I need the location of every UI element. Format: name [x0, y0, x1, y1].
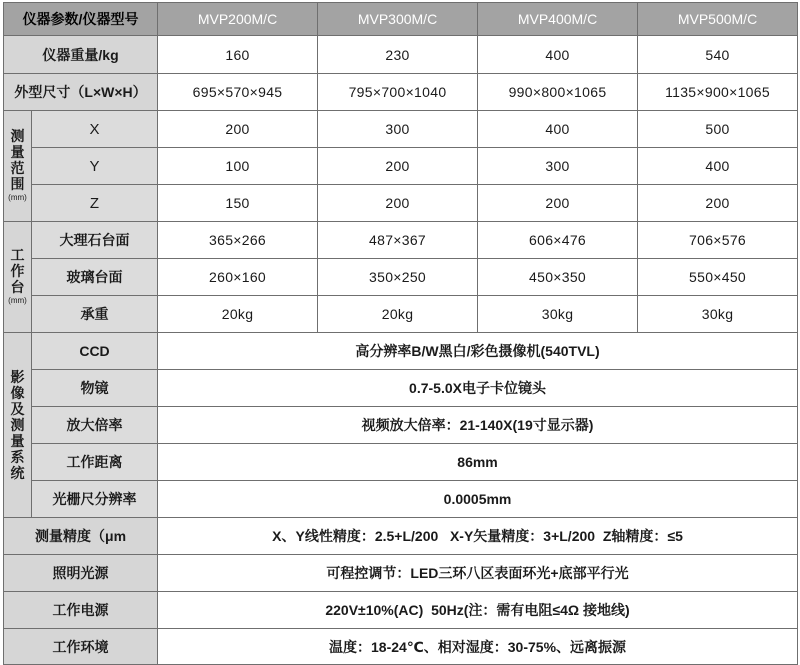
dimensions-value: 795×700×1040: [318, 74, 478, 111]
axis-label: X: [32, 111, 158, 148]
dimensions-value: 1135×900×1065: [638, 74, 798, 111]
imaging-value: 视频放大倍率：21-140X(19寸显示器): [158, 407, 798, 444]
worktable-label: 大理石台面: [32, 222, 158, 259]
range-value: 200: [158, 111, 318, 148]
worktable-value: 30kg: [478, 296, 638, 333]
range-value: 300: [318, 111, 478, 148]
range-value: 400: [478, 111, 638, 148]
worktable-value: 550×450: [638, 259, 798, 296]
environment-label: 工作环境: [4, 629, 158, 665]
range-value: 400: [638, 148, 798, 185]
weight-value: 230: [318, 36, 478, 74]
axis-label: Y: [32, 148, 158, 185]
range-value: 500: [638, 111, 798, 148]
imaging-row: [4, 370, 798, 407]
worktable-value: 606×476: [478, 222, 638, 259]
imaging-row: [4, 333, 798, 370]
spec-table: [3, 2, 798, 665]
imaging-group-text: 影像及测量系统: [10, 369, 25, 481]
weight-row: [4, 36, 798, 74]
model-header: MVP400M/C: [478, 3, 638, 36]
worktable-group-label: [4, 222, 32, 333]
power-row: [4, 592, 798, 629]
range-value: 150: [158, 185, 318, 222]
weight-value: 160: [158, 36, 318, 74]
imaging-value: 高分辨率B/W黑白/彩色摄像机(540TVL): [158, 333, 798, 370]
imaging-label: 物镜: [32, 370, 158, 407]
power-value: 220V±10%(AC) 50Hz(注：需有电阻≤4Ω 接地线): [158, 592, 798, 629]
worktable-value: 350×250: [318, 259, 478, 296]
range-row-x: [4, 111, 798, 148]
accuracy-label: 测量精度（μm: [4, 518, 158, 555]
dimensions-value: 695×570×945: [158, 74, 318, 111]
worktable-value: 260×160: [158, 259, 318, 296]
imaging-group-label: [4, 333, 32, 518]
worktable-label: 承重: [32, 296, 158, 333]
worktable-label: 玻璃台面: [32, 259, 158, 296]
imaging-value: 86mm: [158, 444, 798, 481]
weight-value: 540: [638, 36, 798, 74]
worktable-group-unit: (mm): [8, 296, 27, 305]
range-group-label: [4, 111, 32, 222]
power-label: 工作电源: [4, 592, 158, 629]
imaging-label: 放大倍率: [32, 407, 158, 444]
range-value: 100: [158, 148, 318, 185]
range-row-y: [4, 148, 798, 185]
weight-value: 400: [478, 36, 638, 74]
dimensions-row: [4, 74, 798, 111]
model-header: MVP300M/C: [318, 3, 478, 36]
lighting-label: 照明光源: [4, 555, 158, 592]
worktable-row-glass: [4, 259, 798, 296]
accuracy-row: [4, 518, 798, 555]
imaging-row: [4, 444, 798, 481]
imaging-label: 光栅尺分辨率: [32, 481, 158, 518]
model-header: MVP500M/C: [638, 3, 798, 36]
range-value: 200: [318, 185, 478, 222]
dimensions-label: 外型尺寸（L×W×H）: [4, 74, 158, 111]
environment-row: [4, 629, 798, 665]
range-value: 200: [638, 185, 798, 222]
worktable-row-load: [4, 296, 798, 333]
environment-value: 温度：18-24℃、相对湿度：30-75%、远离振源: [158, 629, 798, 665]
dimensions-value: 990×800×1065: [478, 74, 638, 111]
model-header: MVP200M/C: [158, 3, 318, 36]
worktable-group-text: 工作台: [10, 247, 25, 295]
worktable-value: 20kg: [158, 296, 318, 333]
worktable-value: 450×350: [478, 259, 638, 296]
worktable-row-marble: [4, 222, 798, 259]
worktable-value: 365×266: [158, 222, 318, 259]
range-value: 200: [318, 148, 478, 185]
range-value: 200: [478, 185, 638, 222]
lighting-row: [4, 555, 798, 592]
worktable-value: 487×367: [318, 222, 478, 259]
range-row-z: [4, 185, 798, 222]
worktable-value: 706×576: [638, 222, 798, 259]
worktable-value: 30kg: [638, 296, 798, 333]
worktable-value: 20kg: [318, 296, 478, 333]
weight-label: 仪器重量/kg: [4, 36, 158, 74]
param-header: 仪器参数/仪器型号: [4, 3, 158, 36]
header-row: [4, 3, 798, 36]
range-group-unit: (mm): [8, 193, 27, 202]
accuracy-value: X、Y线性精度：2.5+L/200 X-Y矢量精度：3+L/200 Z轴精度：≤5: [158, 518, 798, 555]
lighting-value: 可程控调节：LED三环八区表面环光+底部平行光: [158, 555, 798, 592]
imaging-label: CCD: [32, 333, 158, 370]
imaging-label: 工作距离: [32, 444, 158, 481]
imaging-value: 0.7-5.0X电子卡位镜头: [158, 370, 798, 407]
imaging-row: [4, 407, 798, 444]
range-group-text: 测量范围: [10, 128, 25, 192]
imaging-value: 0.0005mm: [158, 481, 798, 518]
imaging-row: [4, 481, 798, 518]
range-value: 300: [478, 148, 638, 185]
axis-label: Z: [32, 185, 158, 222]
